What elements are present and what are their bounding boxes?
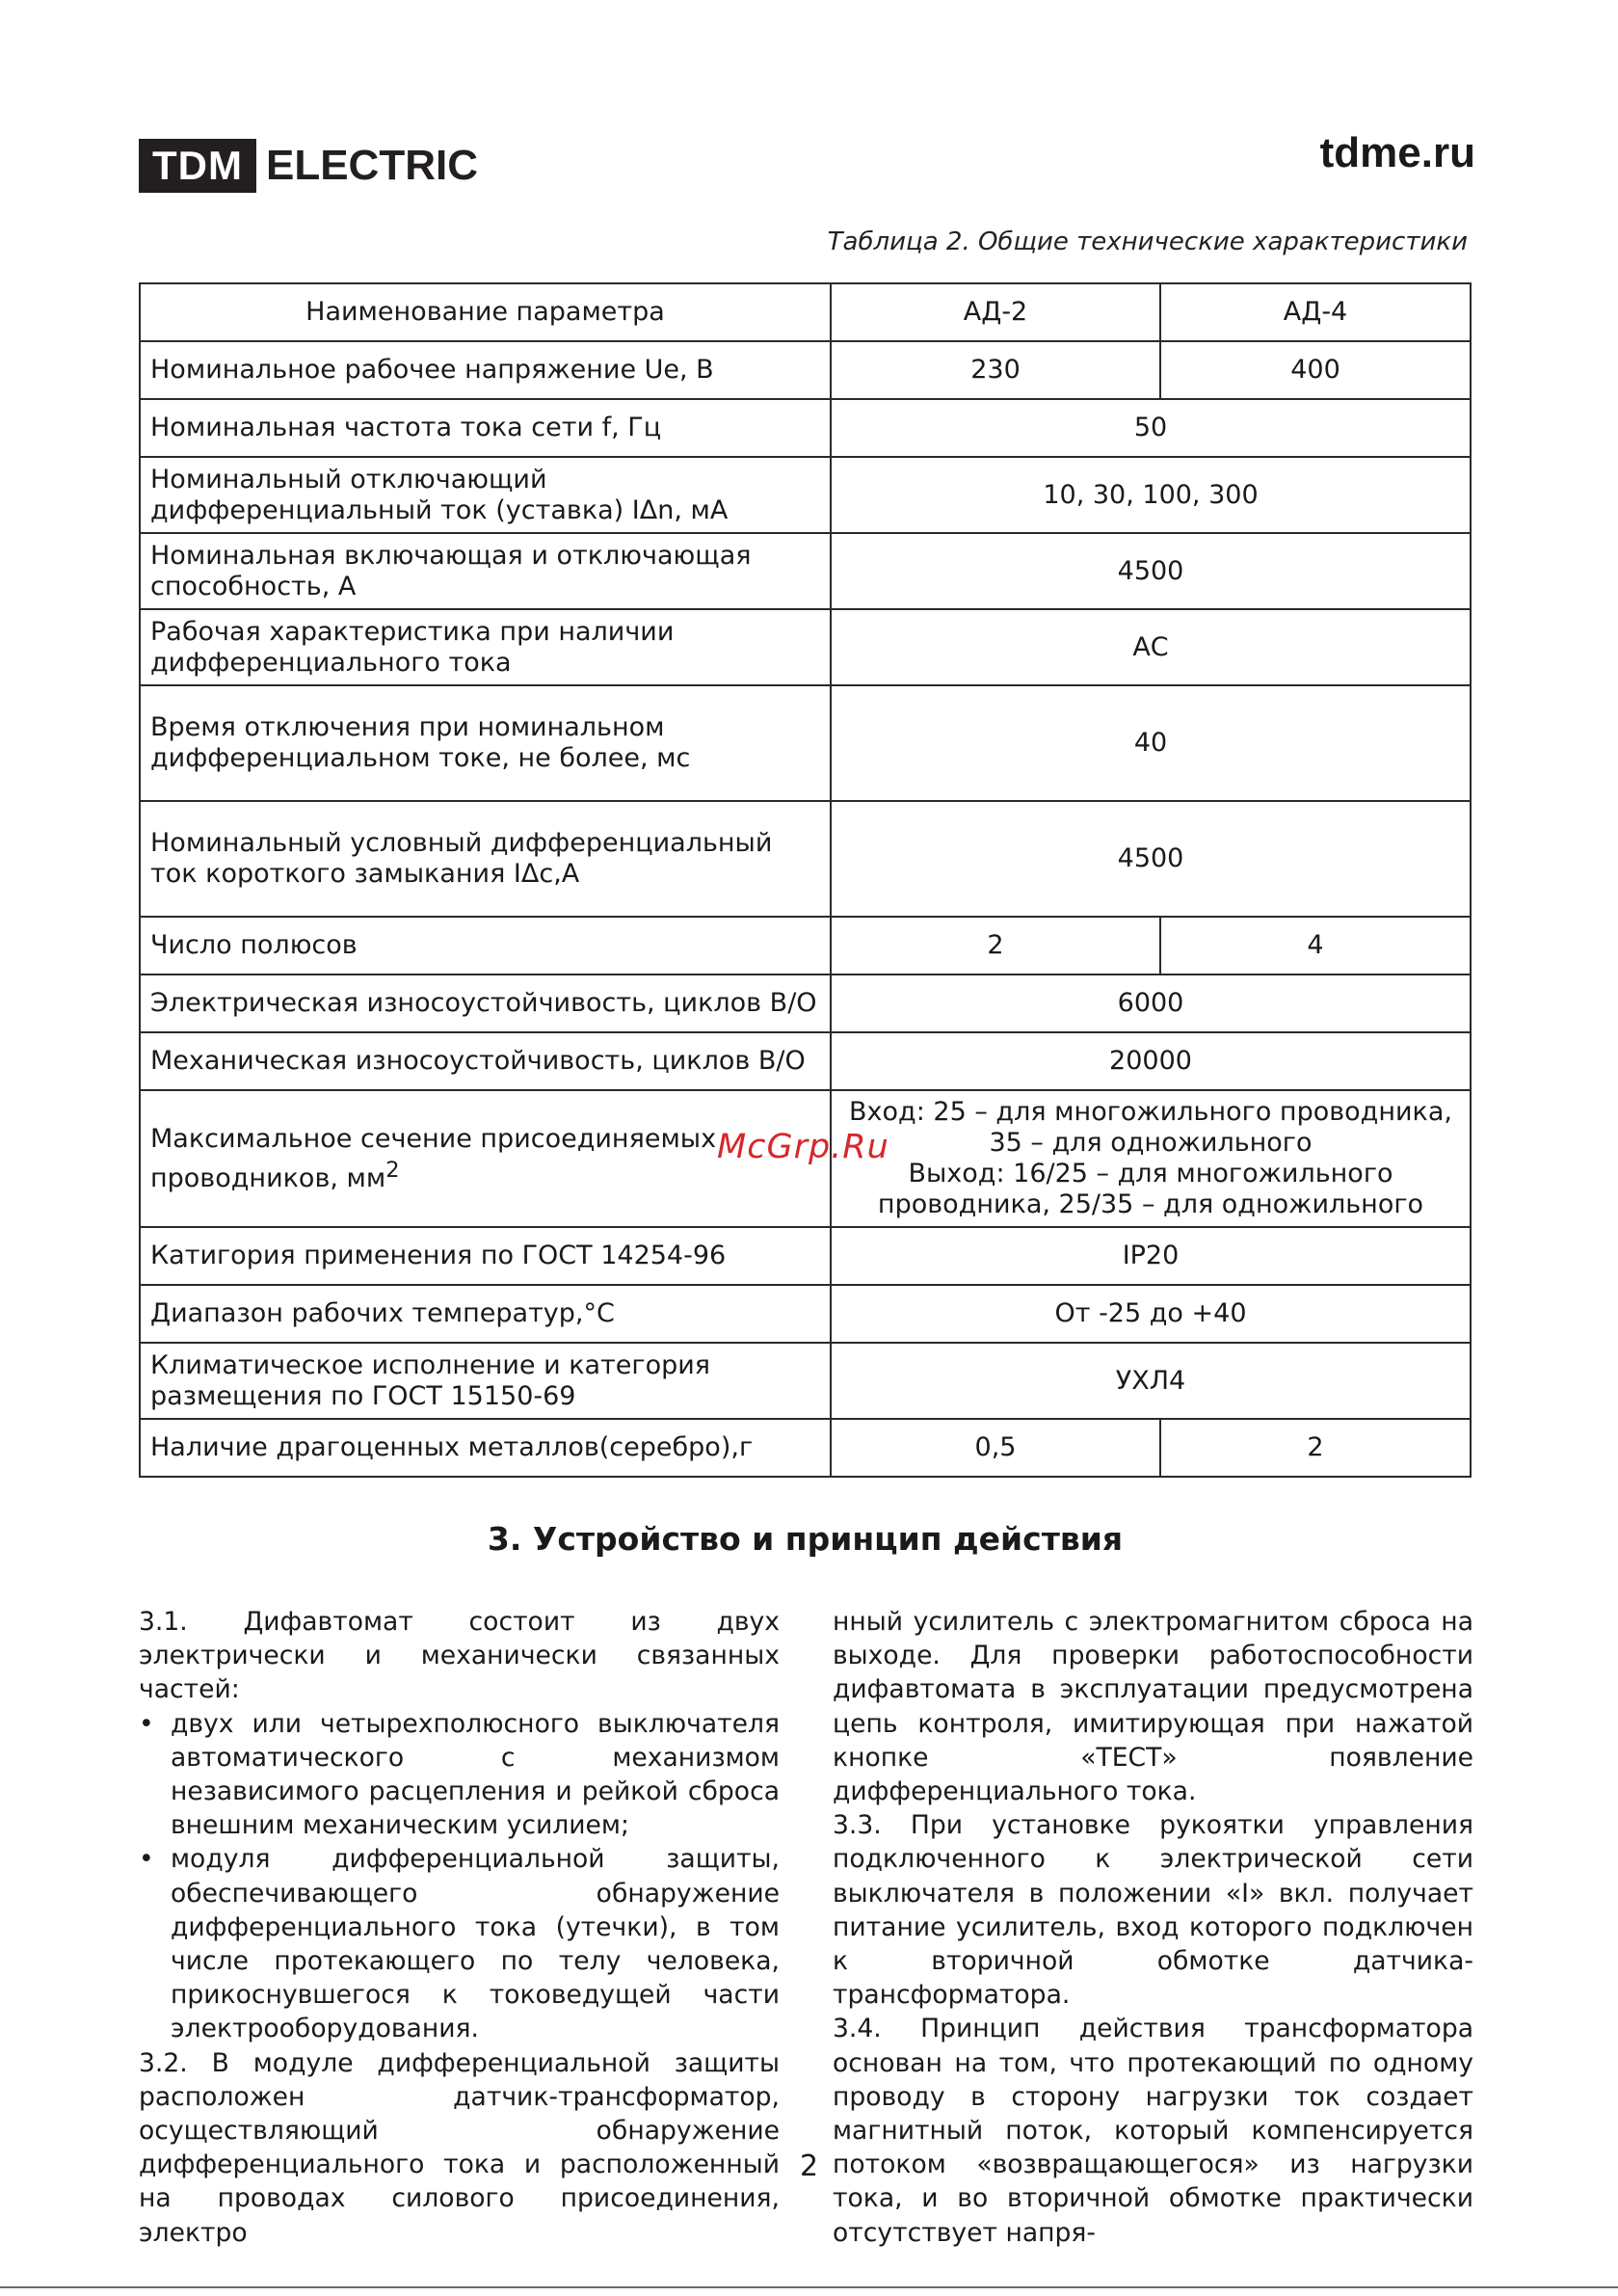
value-line: Вход: 25 – для многожильного проводника, (849, 1097, 1452, 1127)
spec-table (139, 282, 1472, 1478)
table-row (140, 1227, 1471, 1285)
param-cell: Номинальное рабочее напряжение Ue, В (140, 341, 831, 399)
table-row (140, 1285, 1471, 1343)
list-item: • двух или четырехполюсного выключателя автоматического с механизмом независимого расцепления и рейкой сброса внешним механическим усилием; (139, 1707, 780, 1843)
value-cell: 10, 30, 100, 300 (831, 457, 1471, 533)
param-cell: Номинальный условный дифференциальный ток короткого замыкания IΔc,А (140, 801, 831, 917)
param-cell: Номинальная частота тока сети f, Гц (140, 399, 831, 457)
table-row (140, 801, 1471, 917)
param-cell: Время отключения при номинальном дифференциальном токе, не более, мс (140, 685, 831, 801)
param-cell: Номинальная включающая и отключающая способность, А (140, 533, 831, 609)
value-cell-ad4: 2 (1160, 1419, 1471, 1477)
watermark: McGrp.Ru (717, 1128, 889, 1166)
page-bottom-rule (0, 2286, 1618, 2288)
table-caption: Таблица 2. Общие технические характеристики (827, 227, 1468, 256)
list-item: • модуля дифференциальной защиты, обеспечивающего обнаружение дифференциального тока (утечки), в том числе протекающего по телу человека, прикоснувшегося к токоведущей части электрооборудования. (139, 1842, 780, 2045)
value-cell: УХЛ4 (831, 1343, 1471, 1419)
header-ad4: АД-4 (1160, 283, 1471, 341)
header-ad2: АД-2 (831, 283, 1160, 341)
value-cell-ad4: 400 (1160, 341, 1471, 399)
logo-mark: TDM (139, 139, 256, 193)
value-cell: 20000 (831, 1032, 1471, 1090)
logo-word: ELECTRIC (265, 142, 478, 189)
value-cell: АС (831, 609, 1471, 685)
paragraph-3-3: 3.3. При установке рукоятки управления подключенного к электрической сети выключателя в положении «I» вкл. получает питание усилитель, вход которого подключен к вторичной обмотке датчика-трансформатора. (833, 1810, 1473, 2011)
table-row (140, 1343, 1471, 1419)
param-cell: Диапазон рабочих температур,°С (140, 1285, 831, 1343)
param-superscript: 2 (385, 1157, 400, 1183)
paragraph-3-2: 3.2. В модуле дифференциальной защиты расположен датчик-трансформатор, осуществляющий обнаружение дифференциального тока и расположенный на проводах силового присоединения, электро (139, 2047, 780, 2248)
table-row (140, 1032, 1471, 1090)
value-line: Выход: 16/25 – для многожильного (908, 1159, 1393, 1188)
table-row (140, 685, 1471, 801)
value-cell: 4500 (831, 801, 1471, 917)
value-cell-ad2: 2 (831, 917, 1160, 974)
value-cell (831, 1090, 1471, 1227)
value-cell-ad2: 230 (831, 341, 1160, 399)
value-cell-ad4: 4 (1160, 917, 1471, 974)
param-cell: Наличие драгоценных металлов(серебро),г (140, 1419, 831, 1477)
value-cell: IP20 (831, 1227, 1471, 1285)
paragraph-3-4: 3.4. Принцип действия трансформатора основан на том, что протекающий по одному проводу в сторону нагрузки ток создает магнитный поток, который компенсируется потоком «возвращающегося» из нагрузки тока, и во вторичной обмотке практически отсутствует напря- (833, 2014, 1473, 2248)
param-cell: Механическая износоустойчивость, циклов В/О (140, 1032, 831, 1090)
value-cell: 40 (831, 685, 1471, 801)
table-row (140, 974, 1471, 1032)
param-cell: Климатическое исполнение и категория размещения по ГОСТ 15150-69 (140, 1343, 831, 1419)
paragraph-3-2-continued: нный усилитель с электромагнитом сброса на выходе. Для проверки работоспособности дифавтомата в эксплуатации предусмотрена цепь контроля, имитирующая при нажатой кнопке «ТЕСТ» появление дифференциального тока. (833, 1607, 1473, 1807)
param-cell: Номинальный отключающий дифференциальный ток (уставка) IΔn, мА (140, 457, 831, 533)
param-cell: Катигория применения по ГОСТ 14254-96 (140, 1227, 831, 1285)
brand-logo (139, 139, 478, 193)
section-title: 3. Устройство и принцип действия (487, 1520, 1124, 1558)
value-line: проводника, 25/35 – для одножильного (877, 1189, 1424, 1219)
site-address: tdme.ru (1319, 129, 1475, 176)
param-cell: Число полюсов (140, 917, 831, 974)
component-list (139, 1707, 780, 2046)
header-param: Наименование параметра (140, 283, 831, 341)
table-row (140, 1419, 1471, 1477)
table-header-row (140, 283, 1471, 341)
table-row (140, 917, 1471, 974)
table-row (140, 609, 1471, 685)
page-number: 2 (799, 2149, 819, 2183)
paragraph-3-1: 3.1. Дифавтомат состоит из двух электрически и механически связанных частей: (139, 1607, 780, 1705)
param-cell: Рабочая характеристика при наличии дифференциального тока (140, 609, 831, 685)
value-cell: 50 (831, 399, 1471, 457)
table-row (140, 341, 1471, 399)
table-row (140, 457, 1471, 533)
table-row (140, 533, 1471, 609)
value-cell-ad2: 0,5 (831, 1419, 1160, 1477)
table-row (140, 399, 1471, 457)
param-cell: Электрическая износоустойчивость, циклов В/О (140, 974, 831, 1032)
value-cell: 4500 (831, 533, 1471, 609)
param-text: Максимальное сечение присоединяемых проводников, мм (150, 1123, 717, 1193)
value-cell: От -25 до +40 (831, 1285, 1471, 1343)
value-cell: 6000 (831, 974, 1471, 1032)
value-line: 35 – для одножильного (989, 1128, 1313, 1158)
